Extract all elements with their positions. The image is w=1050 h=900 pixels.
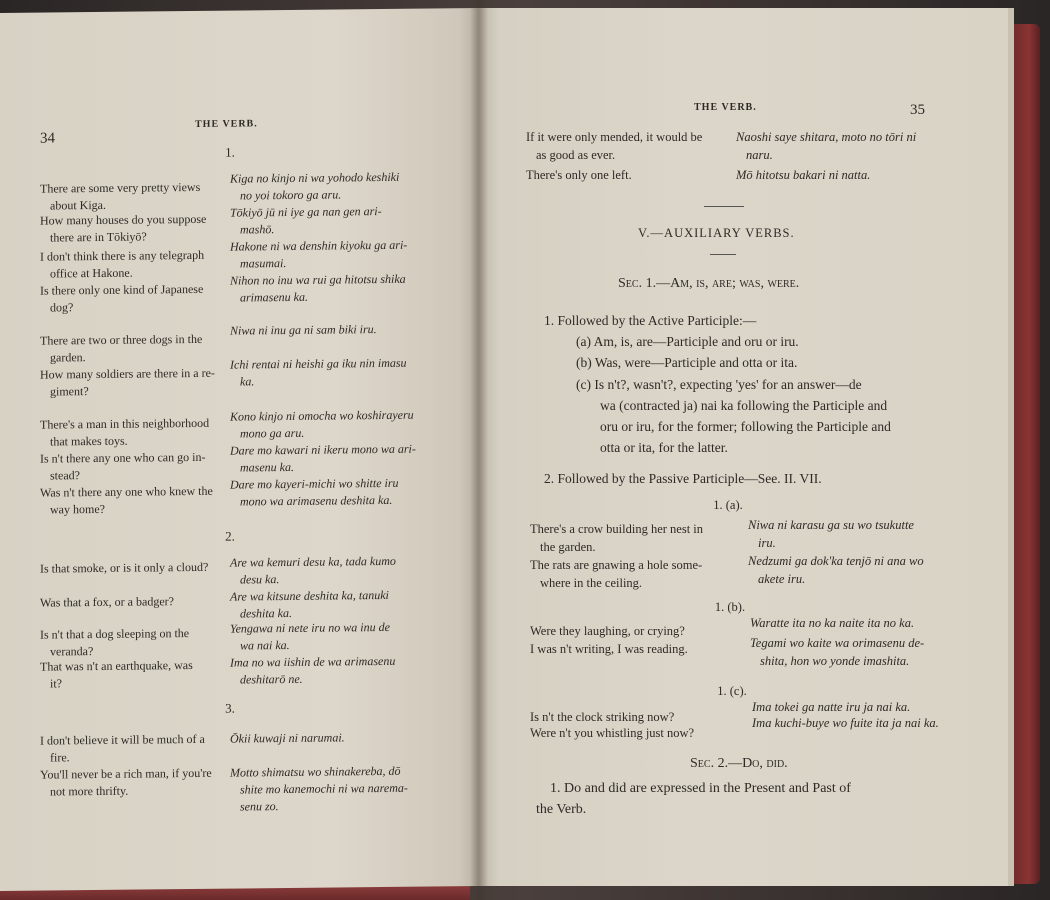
entry-line: dog? bbox=[50, 300, 74, 315]
entry-line: iru. bbox=[758, 536, 776, 550]
entry-line: arimasenu ka. bbox=[240, 289, 308, 305]
entry-line: There are some very pretty views bbox=[40, 179, 201, 196]
entry-line: veranda? bbox=[50, 644, 94, 659]
entry-line: You'll never be a rich man, if you're bbox=[40, 765, 212, 782]
entry-en-11 bbox=[40, 625, 230, 661]
entry-en-3 bbox=[40, 281, 220, 317]
entry-line: If it were only mended, it would be bbox=[526, 130, 703, 144]
entry-1a-en-1 bbox=[530, 556, 742, 592]
entry-jp-0 bbox=[230, 169, 430, 205]
section-1-title: Sec. 1.—Am, is, are; was, were. bbox=[618, 276, 800, 291]
entry-line: I was n't writing, I was reading. bbox=[530, 642, 688, 656]
entry-line: Is n't the clock striking now? bbox=[530, 710, 675, 724]
entry-en-13 bbox=[40, 731, 230, 767]
entry-line: garden. bbox=[50, 350, 86, 365]
entry-line: Are wa kemuri desu ka, tada kumo bbox=[230, 553, 396, 570]
entry-jp-10 bbox=[230, 587, 430, 623]
sub-point-c bbox=[576, 374, 976, 458]
entry-en-2 bbox=[40, 247, 220, 283]
entry-line: mono ga aru. bbox=[240, 425, 305, 441]
entry-line: Yengawa ni nete iru no wa inu de bbox=[230, 619, 390, 636]
entry-jp-8 bbox=[230, 475, 430, 511]
entry-jp-9 bbox=[230, 553, 430, 589]
entry-jp-11 bbox=[230, 619, 430, 655]
entry-line: there are in Tōkiyō? bbox=[50, 229, 147, 245]
top-entry-jp-0 bbox=[736, 128, 956, 164]
entry-line: not more thrifty. bbox=[50, 783, 129, 799]
entry-line: Were they laughing, or crying? bbox=[530, 624, 685, 638]
entry-line: How many houses do you suppose bbox=[40, 211, 207, 228]
running-head-right: THE VERB. bbox=[694, 102, 757, 113]
top-entry-en-0 bbox=[526, 128, 731, 164]
final-paragraph-line: 1. Do and did are expressed in the Present and Past of bbox=[550, 781, 851, 796]
entry-line: that makes toys. bbox=[50, 433, 128, 449]
entry-line: mono wa arimasenu deshita ka. bbox=[240, 492, 393, 509]
point-2: 2. Followed by the Passive Participle—See. II. VII. bbox=[544, 471, 822, 486]
left-page bbox=[0, 8, 478, 891]
entry-line: Is that smoke, or is it only a cloud? bbox=[40, 559, 209, 576]
entry-line: Naoshi saye shitara, moto no tōri ni bbox=[736, 130, 917, 144]
entry-line: How many soldiers are there in a re- bbox=[40, 365, 215, 382]
entry-line: shite mo kanemochi ni wa narema- bbox=[240, 780, 408, 797]
entry-line: Was that a fox, or a badger? bbox=[40, 594, 174, 610]
final-paragraph-line: the Verb. bbox=[536, 802, 587, 817]
entry-1b-jp-1 bbox=[750, 634, 960, 670]
entry-jp-3 bbox=[230, 271, 430, 307]
entry-line: Nihon no inu wa rui ga hitotsu shika bbox=[230, 271, 406, 288]
entry-en-1 bbox=[40, 211, 220, 247]
entry-line: I don't think there is any telegraph bbox=[40, 247, 205, 264]
entry-1b-en-1 bbox=[530, 640, 742, 658]
entry-line: senu zo. bbox=[240, 799, 279, 814]
entry-line: no yoi tokoro ga aru. bbox=[240, 187, 342, 203]
entry-line: way home? bbox=[50, 501, 105, 517]
entry-line: deshitarō ne. bbox=[240, 671, 303, 687]
entry-line: mashō. bbox=[240, 222, 275, 237]
entry-line: office at Hakone. bbox=[50, 265, 133, 281]
top-entry-jp-1 bbox=[736, 166, 956, 184]
entry-1c-jp-1 bbox=[752, 714, 972, 732]
entry-jp-12 bbox=[230, 653, 430, 689]
entry-jp-2 bbox=[230, 237, 430, 273]
entry-jp-6 bbox=[230, 407, 430, 443]
entry-1c-en-1 bbox=[530, 724, 742, 742]
entry-line: There are two or three dogs in the bbox=[40, 331, 203, 348]
page-number-right: 35 bbox=[910, 102, 925, 118]
entry-line: The rats are gnawing a hole some- bbox=[530, 558, 703, 572]
entry-line: naru. bbox=[746, 148, 773, 162]
entry-line: wa nai ka. bbox=[240, 637, 290, 653]
entry-en-9 bbox=[40, 559, 230, 578]
entry-jp-13 bbox=[230, 729, 430, 748]
entry-en-0 bbox=[40, 179, 220, 215]
entry-line: desu ka. bbox=[240, 572, 280, 587]
entry-line: giment? bbox=[50, 384, 89, 399]
entry-line: fire. bbox=[50, 750, 70, 765]
entry-line: Dare mo kayeri-michi wo shitte iru bbox=[230, 475, 399, 492]
entry-line: as good as ever. bbox=[536, 148, 616, 162]
entry-en-5 bbox=[40, 365, 220, 401]
sub-point-b: (b) Was, were—Participle and otta or ita. bbox=[576, 355, 798, 370]
section-number-1: 1. bbox=[225, 144, 235, 160]
entry-line: Is n't that a dog sleeping on the bbox=[40, 626, 190, 642]
entry-en-8 bbox=[40, 483, 220, 519]
entry-line: where in the ceiling. bbox=[540, 576, 643, 590]
entry-line: Tōkiyō jū ni iye ga nan gen ari- bbox=[230, 204, 382, 220]
entry-line: Was n't there any one who knew the bbox=[40, 483, 213, 500]
entry-line: stead? bbox=[50, 468, 80, 483]
entry-en-7 bbox=[40, 449, 220, 485]
entry-line: Motto shimatsu wo shinakereba, dō bbox=[230, 763, 401, 780]
sub-point-c-line: wa (contracted ja) nai ka following the Participle and bbox=[600, 398, 888, 413]
section-2-title: Sec. 2.—Do, did. bbox=[690, 756, 788, 771]
sub-point-a: (a) Am, is, are—Participle and oru or iru. bbox=[576, 334, 799, 349]
entry-line: Tegami wo kaite wa orimasenu de- bbox=[750, 636, 925, 650]
entry-line: shita, hon wo yonde imashita. bbox=[760, 654, 910, 668]
sub-point-c-line: (c) Is n't?, wasn't?, expecting 'yes' for an answer—de bbox=[576, 377, 862, 392]
point-1: 1. Followed by the Active Participle:— bbox=[544, 313, 757, 328]
entry-line: Ichi rentai ni heishi ga iku nin imasu bbox=[230, 355, 407, 372]
label-1b: 1. (b). bbox=[714, 600, 746, 614]
entry-1b-jp-0 bbox=[750, 614, 960, 632]
entry-line: the garden. bbox=[540, 540, 596, 554]
entry-line: Kiga no kinjo ni wa yohodo keshiki bbox=[230, 169, 400, 186]
entry-line: about Kiga. bbox=[50, 197, 106, 213]
entry-line: deshita ka. bbox=[240, 605, 292, 621]
entry-jp-14 bbox=[230, 763, 430, 816]
divider bbox=[704, 206, 744, 207]
divider bbox=[710, 254, 736, 255]
entry-line: Is n't there any one who can go in- bbox=[40, 449, 206, 466]
entry-line: I don't believe it will be much of a bbox=[40, 731, 205, 748]
label-1a: 1. (a). bbox=[713, 498, 743, 512]
right-page bbox=[478, 8, 1014, 886]
entry-line: Dare mo kawari ni ikeru mono wa ari- bbox=[230, 441, 416, 458]
entry-jp-4 bbox=[230, 321, 430, 340]
sub-point-c-line: otta or ita, for the latter. bbox=[600, 440, 728, 455]
section-number-3: 3. bbox=[225, 700, 235, 716]
entry-line: Niwa ni inu ga ni sam biki iru. bbox=[230, 322, 377, 338]
entry-en-4 bbox=[40, 331, 220, 367]
running-head-left: THE VERB. bbox=[195, 118, 258, 130]
entry-line: Kono kinjo ni omocha wo koshirayeru bbox=[230, 407, 414, 424]
entry-line: That was n't an earthquake, was bbox=[40, 657, 193, 674]
entry-1a-jp-0 bbox=[748, 516, 958, 552]
entry-1a-en-0 bbox=[530, 520, 742, 556]
top-entry-en-1 bbox=[526, 166, 731, 184]
entry-line: Ima no wa iishin de wa arimasenu bbox=[230, 653, 396, 670]
sub-point-c-line: oru or iru, for the former; following the Participle and bbox=[600, 419, 891, 434]
entry-line: Niwa ni karasu ga su wo tsukutte bbox=[748, 518, 914, 532]
entry-en-12 bbox=[40, 657, 230, 693]
entry-jp-5 bbox=[230, 355, 430, 391]
final-paragraph bbox=[536, 778, 976, 820]
entry-line: masumai. bbox=[240, 256, 287, 271]
entry-line: Mō hitotsu bakari ni natta. bbox=[736, 168, 871, 182]
label-1c: 1. (c). bbox=[717, 684, 747, 698]
entry-line: it? bbox=[50, 676, 62, 691]
entry-line: Is there only one kind of Japanese bbox=[40, 281, 204, 298]
entry-jp-7 bbox=[230, 441, 430, 477]
section-number-2: 2. bbox=[225, 528, 235, 544]
entry-line: akete iru. bbox=[758, 572, 806, 586]
entry-line: Ima kuchi-buye wo fuite ita ja nai ka. bbox=[752, 716, 939, 730]
entry-1b-en-0 bbox=[530, 622, 742, 640]
book-cover-edge bbox=[1012, 24, 1040, 884]
entry-jp-1 bbox=[230, 203, 430, 239]
entry-line: Waratte ita no ka naite ita no ka. bbox=[750, 616, 915, 630]
entry-en-14 bbox=[40, 765, 230, 801]
entry-line: Ōkii kuwaji ni narumai. bbox=[230, 730, 345, 746]
entry-line: Were n't you whistling just now? bbox=[530, 726, 695, 740]
entry-line: There's a man in this neighborhood bbox=[40, 415, 210, 432]
entry-line: There's a crow building her nest in bbox=[530, 522, 704, 536]
entry-line: Nedzumi ga dok'ka tenjō ni ana wo bbox=[748, 554, 924, 568]
entry-line: ka. bbox=[240, 374, 255, 389]
entry-en-10 bbox=[40, 593, 230, 612]
entry-line: Ima tokei ga natte iru ja nai ka. bbox=[752, 700, 911, 714]
entry-1a-jp-1 bbox=[748, 552, 958, 588]
entry-line: Hakone ni wa denshin kiyoku ga ari- bbox=[230, 237, 408, 254]
entry-line: Are wa kitsune deshita ka, tanuki bbox=[230, 587, 389, 604]
entry-en-6 bbox=[40, 415, 220, 451]
entry-line: masenu ka. bbox=[240, 459, 294, 475]
entry-line: There's only one left. bbox=[526, 168, 632, 182]
chapter-heading: V.—AUXILIARY VERBS. bbox=[638, 226, 795, 240]
page-number-left: 34 bbox=[40, 130, 55, 147]
